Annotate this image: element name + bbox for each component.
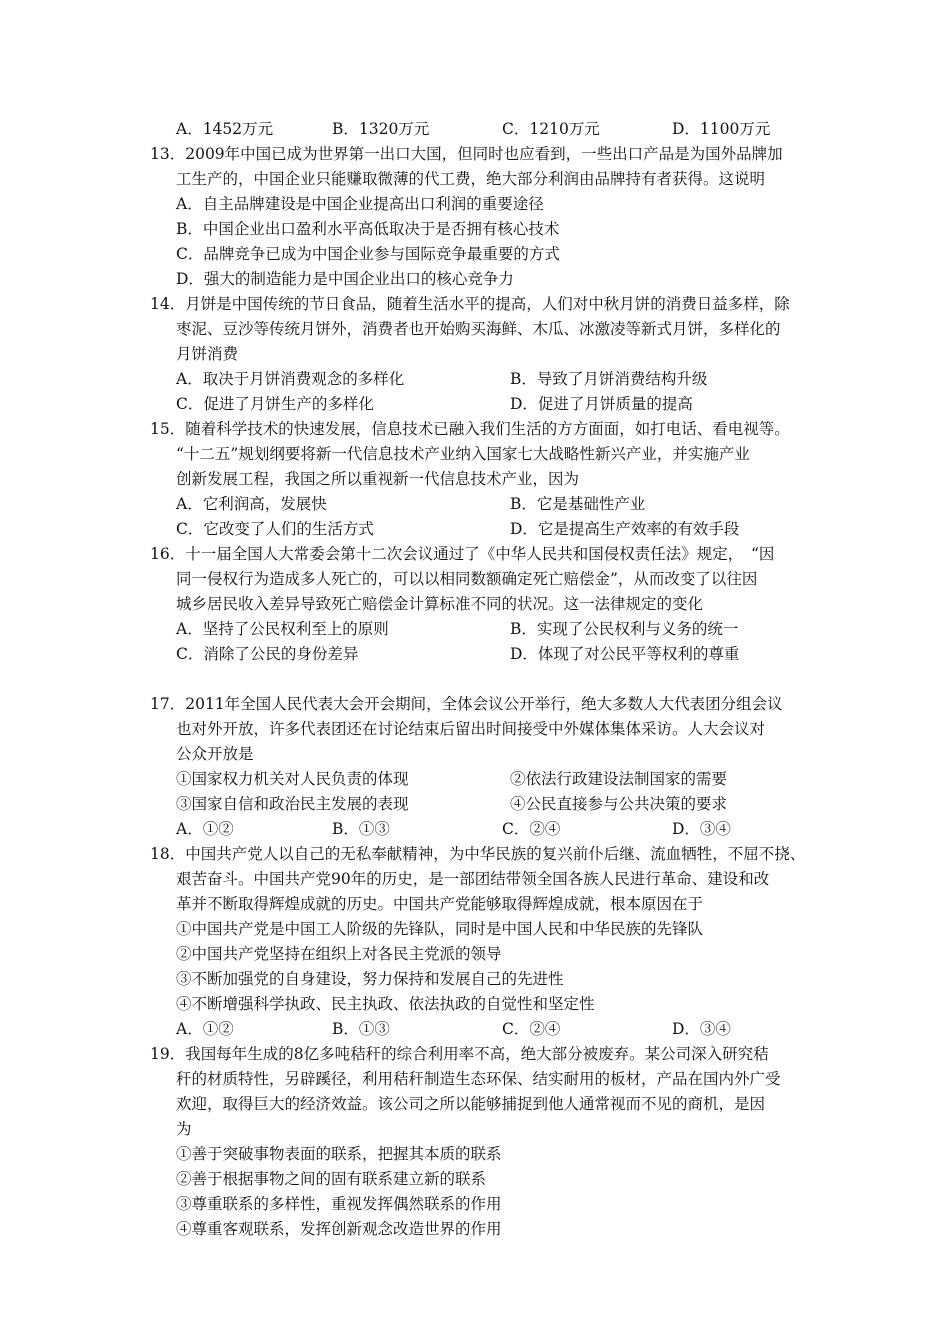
q18-option-d: D．③④ <box>672 1020 731 1038</box>
q18-item-3: ③不断加强党的自身建设，努力保持和发展自己的先进性 <box>176 970 564 988</box>
q16-option-c: C．消除了公民的身份差异 <box>176 645 359 663</box>
q14-option-b: B．导致了月饼消费结构升级 <box>510 370 708 388</box>
q17-option-d: D．③④ <box>672 820 731 838</box>
q15-stem-line-1: 15．随着科学技术的快速发展，信息技术已融入我们生活的方方面面，如打电话、看电视等。 <box>150 420 790 438</box>
q17-item-1: ①国家权力机关对人民负责的体现 <box>176 770 409 788</box>
q15-option-c: C．它改变了人们的生活方式 <box>176 520 374 538</box>
q19-item-1: ①善于突破事物表面的联系，把握其本质的联系 <box>176 1145 502 1163</box>
q19-stem-line-4: 为 <box>176 1120 192 1138</box>
q18-stem-line-2: 艰苦奋斗。中国共产党90年的历史，是一部团结带领全国各族人民进行革命、建设和改 <box>176 870 770 888</box>
q19-stem-line-1: 19．我国每年生成的8亿多吨秸秆的综合利用率不高，绝大部分被废弃。某公司深入研究秸 <box>150 1045 769 1063</box>
q18-option-b: B．①③ <box>332 1020 390 1038</box>
q13-option-a: A．自主品牌建设是中国企业提高出口利润的重要途径 <box>176 195 544 213</box>
q16-stem-line-3: 城乡居民收入差异导致死亡赔偿金计算标准不同的状况。这一法律规定的变化 <box>176 595 704 613</box>
q17-stem-line-3: 公众开放是 <box>176 745 254 763</box>
q17-item-2: ②依法行政建设法制国家的需要 <box>510 770 728 788</box>
q15-option-b: B．它是基础性产业 <box>510 495 646 513</box>
q15-stem-line-2: “十二五”规划纲要将新一代信息技术产业纳入国家七大战略性新兴产业，并实施产业 <box>176 445 750 463</box>
q18-option-c: C．②④ <box>502 1020 561 1038</box>
q16-option-d: D．体现了对公民平等权利的尊重 <box>510 645 740 663</box>
q14-option-c: C．促进了月饼生产的多样化 <box>176 395 374 413</box>
q15-option-a: A．它利润高，发展快 <box>176 495 327 513</box>
q14-stem-line-3: 月饼消费 <box>176 345 239 363</box>
q18-option-a: A．①② <box>176 1020 234 1038</box>
q12-option-a: A．1452万元 <box>176 120 274 138</box>
q17-item-3: ③国家自信和政治民主发展的表现 <box>176 795 409 813</box>
q14-stem-line-1: 14．月饼是中国传统的节日食品，随着生活水平的提高，人们对中秋月饼的消费日益多样，除 <box>150 295 790 313</box>
q15-stem-line-3: 创新发展工程，我国之所以重视新一代信息技术产业，因为 <box>176 470 580 488</box>
q13-option-c: C．品牌竞争已成为中国企业参与国际竞争最重要的方式 <box>176 245 560 263</box>
q12-option-d: D．1100万元 <box>672 120 771 138</box>
q19-stem-line-2: 秆的材质特性，另辟蹊径，利用秸秆制造生态环保、结实耐用的板材，产品在国内外广受 <box>176 1070 781 1088</box>
q13-option-b: B．中国企业出口盈利水平高低取决于是否拥有核心技术 <box>176 220 560 238</box>
q19-item-3: ③尊重联系的多样性，重视发挥偶然联系的作用 <box>176 1195 502 1213</box>
q17-stem-line-1: 17．2011年全国人民代表大会开会期间，全体会议公开举行，绝大多数人大代表团分组会议 <box>150 695 783 713</box>
q18-stem-line-3: 革并不断取得辉煌成就的历史。中国共产党能够取得辉煌成就，根本原因在于 <box>176 895 704 913</box>
q16-option-b: B．实现了公民权利与义务的统一 <box>510 620 739 638</box>
q16-stem-line-1: 16．十一届全国人大常委会第十二次会议通过了《中华人民共和国侵权责任法》规定， “因 <box>150 545 775 563</box>
q19-item-2: ②善于根据事物之间的固有联系建立新的联系 <box>176 1170 487 1188</box>
q16-stem-line-2: 同一侵权行为造成多人死亡的，可以以相同数额确定死亡赔偿金”，从而改变了以往因 <box>176 570 758 588</box>
q12-option-c: C．1210万元 <box>502 120 600 138</box>
q18-stem-line-1: 18．中国共产党人以自己的无私奉献精神，为中华民族的复兴前仆后继、流血牺牲，不屈不挠、 <box>150 845 806 863</box>
q18-item-4: ④不断增强科学执政、民主执政、依法执政的自觉性和坚定性 <box>176 995 595 1013</box>
q19-item-4: ④尊重客观联系，发挥创新观念改造世界的作用 <box>176 1220 502 1238</box>
q19-stem-line-3: 欢迎，取得巨大的经济效益。该公司之所以能够捕捉到他人通常视而不见的商机，是因 <box>176 1095 766 1113</box>
q18-item-2: ②中国共产党坚持在组织上对各民主党派的领导 <box>176 945 502 963</box>
q16-option-a: A．坚持了公民权利至上的原则 <box>176 620 389 638</box>
q13-stem-line-2: 工生产的，中国企业只能赚取微薄的代工费，绝大部分利润由品牌持有者获得。这说明 <box>176 170 766 188</box>
q12-option-b: B．1320万元 <box>332 120 430 138</box>
q14-stem-line-2: 枣泥、豆沙等传统月饼外，消费者也开始购买海鲜、木瓜、冰激凌等新式月饼，多样化的 <box>176 320 781 338</box>
q17-stem-line-2: 也对外开放，许多代表团还在讨论结束后留出时间接受中外媒体集体采访。人大会议对 <box>176 720 766 738</box>
q17-option-b: B．①③ <box>332 820 390 838</box>
q18-item-1: ①中国共产党是中国工人阶级的先锋队，同时是中国人民和中华民族的先锋队 <box>176 920 704 938</box>
q13-stem-line-1: 13．2009年中国已成为世界第一出口大国，但同时也应看到，一些出口产品是为国外品牌加 <box>150 145 783 163</box>
q17-option-c: C．②④ <box>502 820 561 838</box>
q14-option-a: A．取决于月饼消费观念的多样化 <box>176 370 405 388</box>
q17-item-4: ④公民直接参与公共决策的要求 <box>510 795 728 813</box>
q15-option-d: D．它是提高生产效率的有效手段 <box>510 520 740 538</box>
q13-option-d: D．强大的制造能力是中国企业出口的核心竞争力 <box>176 270 514 288</box>
q17-option-a: A．①② <box>176 820 234 838</box>
q14-option-d: D．促进了月饼质量的提高 <box>510 395 693 413</box>
